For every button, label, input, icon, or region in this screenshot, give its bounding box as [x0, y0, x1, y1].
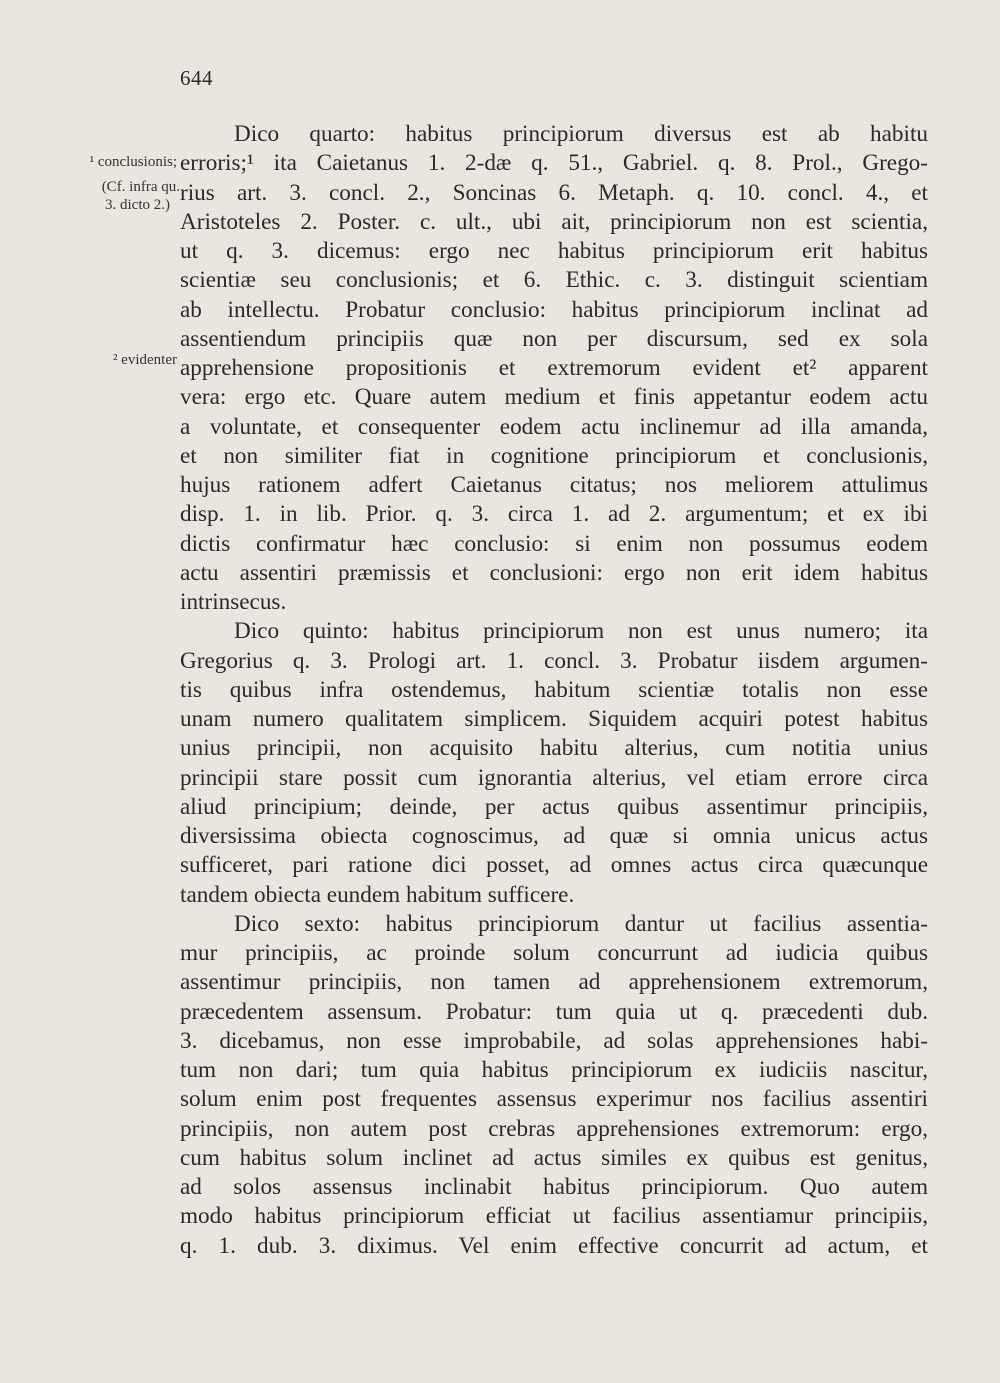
- margin-note-1: ¹ conclusionis;: [89, 154, 177, 170]
- text-line: scientiæ seu conclusionis; et 6. Ethic. c. 3. distinguit scientiam: [180, 267, 928, 294]
- text-line: rius art. 3. concl. 2., Soncinas 6. Metaph. q. 10. concl. 4., et: [180, 179, 928, 206]
- text-line: Gregorius q. 3. Prologi art. 1. concl. 3. Probatur iisdem argumen-: [180, 647, 928, 674]
- text-line: tum non dari; tum quia habitus principiorum ex iudiciis nascitur,: [180, 1057, 928, 1083]
- text-line: disp. 1. in lib. Prior. q. 3. circa 1. ad 2. argumentum; et ex ibi: [180, 501, 928, 528]
- text-line: ab intellectu. Probatur conclusio: habitus principiorum inclinat ad: [180, 296, 928, 323]
- text-line: assentimur principiis, non tamen ad apprehensionem extremorum,: [180, 969, 928, 996]
- text-line: intrinsecus.: [180, 589, 287, 615]
- text-line: præcedentem assensum. Probatur: tum quia ut q. præcedenti dub.: [180, 998, 928, 1025]
- text-line: a voluntate, et consequenter eodem actu inclinemur ad illa amanda,: [180, 413, 928, 440]
- text-line: apprehensione propositionis et extremorum evident et² apparent: [180, 355, 928, 381]
- text-line: et non similiter fiat in cognitione principiorum et conclusionis,: [180, 442, 928, 469]
- text-line: hujus rationem adfert Caietanus citatus; nos meliorem attulimus: [180, 472, 928, 498]
- margin-note-cf-line1: (Cf. infra qu.: [101, 179, 180, 195]
- text-line: cum habitus solum inclinet ad actus similes ex quibus est genitus,: [180, 1144, 928, 1171]
- page-number: 644: [180, 66, 213, 90]
- text-line: Dico quarto: habitus principiorum diversus est ab habitu: [234, 121, 928, 147]
- text-line: Aristoteles 2. Poster. c. ult., ubi ait, principiorum non est scientia,: [180, 208, 928, 235]
- text-line: solum enim post frequentes assensus experimur nos facilius assentiri: [180, 1086, 928, 1113]
- text-line: ut q. 3. dicemus: ergo nec habitus principiorum erit habitus: [180, 238, 928, 264]
- text-line: 3. dicebamus, non esse improbabile, ad solas apprehensiones habi-: [180, 1027, 928, 1054]
- text-line: actu assentiri præmissis et conclusioni: ergo non erit idem habitus: [180, 559, 928, 586]
- text-line: Dico sexto: habitus principiorum dantur ut facilius assentia-: [234, 910, 928, 937]
- body-text: [180, 120, 928, 1261]
- text-line: unam numero qualitatem simplicem. Siquidem acquiri potest habitus: [180, 706, 928, 732]
- text-line: unius principii, non acquisito habitu alterius, cum notitia unius: [180, 735, 928, 762]
- margin-note-2: ² evidenter: [112, 352, 177, 368]
- text-line: q. 1. dub. 3. diximus. Vel enim effective concurrit ad actum, et: [180, 1232, 928, 1259]
- text-line: ad solos assensus inclinabit habitus principiorum. Quo autem: [180, 1174, 928, 1200]
- text-line: vera: ergo etc. Quare autem medium et finis appetantur eodem actu: [180, 384, 928, 411]
- text-line: dictis confirmatur hæc conclusio: si enim non possumus eodem: [180, 530, 928, 557]
- text-line: diversissima obiecta cognoscimus, ad quæ si omnia unicus actus: [180, 823, 928, 849]
- text-line: Dico quinto: habitus principiorum non est unus numero; ita: [234, 618, 928, 645]
- text-line: principiis, non autem post crebras apprehensiones extremorum: ergo,: [180, 1115, 928, 1142]
- text-line: sufficeret, pari ratione dici posset, ad omnes actus circa quæcunque: [180, 852, 928, 879]
- margin-note-cf-line2: 3. dicto 2.): [105, 197, 170, 213]
- text-line: principii stare possit cum ignorantia alterius, vel etiam errore circa: [180, 764, 928, 791]
- text-line: tandem obiecta eundem habitum sufficere.: [180, 881, 575, 908]
- text-line: assentiendum principiis quæ non per discursum, sed ex sola: [180, 325, 928, 352]
- text-line: erroris;¹ ita Caietanus 1. 2-dæ q. 51., Gabriel. q. 8. Prol., Grego-: [180, 150, 928, 177]
- text-line: modo habitus principiorum efficiat ut facilius assentiamur principiis,: [180, 1203, 928, 1230]
- text-line: tis quibus infra ostendemus, habitum scientiæ totalis non esse: [180, 676, 928, 703]
- text-line: mur principiis, ac proinde solum concurrunt ad iudicia quibus: [180, 940, 928, 966]
- text-line: aliud principium; deinde, per actus quibus assentimur principiis,: [180, 793, 928, 820]
